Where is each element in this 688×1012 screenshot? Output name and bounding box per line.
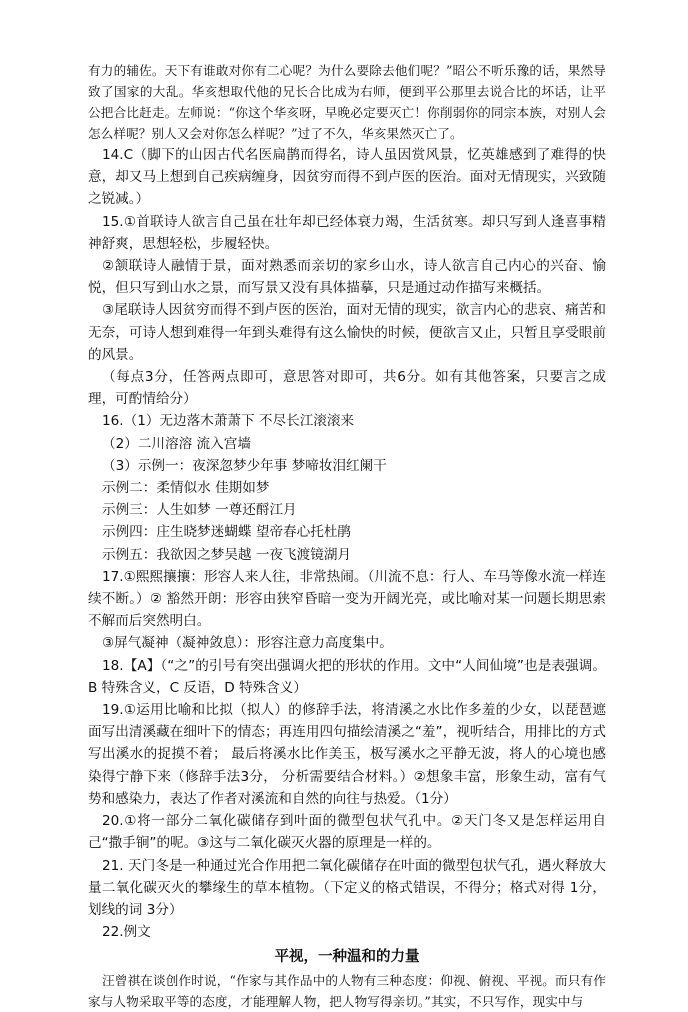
answer-17-point-3: ③屏气凝神（凝神敛息）：形容注意力高度集中。 bbox=[102, 635, 393, 652]
answer-18: 18.【A】（“之”的引号有突出强调火把的形状的作用。文中“人间仙境”也是表强调。B 特殊含义，C 反语，D 特殊含义） bbox=[88, 657, 606, 696]
answer-15-scoring: （每点3分，任答两点即可，意思答对即可，共6分。如有其他答案，只要言之成理，可酌情给分） bbox=[88, 369, 606, 408]
answer-16-3: （3）示例一：夜深忽梦少年事 梦啼妆泪红阑干 bbox=[102, 457, 387, 474]
answer-19: 19.①运用比喻和比拟（拟人）的修辞手法，将清溪之水比作多羞的少女，以琵琶遮面写出清溪藏在细叶下的情态；再连用四句描绘清溪之“羞”，视听结合，用排比的方式写出溪水的捉摸不着； 最后将溪水比作美玉，极写溪水之平静无波，将人的心境也感染得宁静下来（修辞手法3分， 分析需要结合材料。）②想象丰富，形象生动，富有气势和感染力，表达了作者对溪流和自然的向往与热爱。（1分） bbox=[88, 702, 606, 807]
essay-body: 汪曾祺在谈创作时说，“作家与其作品中的人物有三种态度：仰视、俯视、平视。而只有作家与人物采取平等的态度，才能理解人物，把人物写得亲切。”其实，不只写作，现实中与 bbox=[88, 973, 606, 1010]
answer-16-2: （2）二川溶溶 流入宫墙 bbox=[102, 435, 251, 452]
answer-16-example-2: 示例二：柔情似水 佳期如梦 bbox=[102, 480, 270, 497]
answer-22-label: 22.例文 bbox=[102, 924, 151, 941]
answer-15-point-1: 15.①首联诗人欲言自己虽在壮年却已经体衰力竭，生活贫寒。却只写到人逢喜事精神舒爽，思想轻松，步履轻快。 bbox=[88, 213, 606, 252]
translation-paragraph: 有力的辅佐。天下有谁敢对你有二心呢？为什么要除去他们呢？”昭公不听乐豫的话，果然导致了国家的大乱。华亥想取代他的兄长合比成为右师，便到平公那里去说合比的坏话，让平公把合比赶走。左师说：“你这个华亥呀，早晚必定要灭亡！你削弱你的同宗本族，对别人会怎么样呢？别人又会对你怎么样呢？”过了不久，华亥果然灭亡了。 bbox=[88, 63, 606, 141]
answer-21: 21. 天门冬是一种通过光合作用把二氧化碳储存在叶面的微型包状气孔，遇火释放大量二氧化碳灭火的攀缘生的草本植物。（下定义的格式错误，不得分；格式对得 1分，划线的词 3分） bbox=[88, 857, 606, 918]
answer-17: 17.①熙熙攘攘：形容人来人往，非常热闹。（川流不息：行人、车马等像水流一样连续不断。）② 豁然开朗：形容由狭窄昏暗一变为开阔光亮，或比喻对某一问题长期思索不解而后突然明白。 bbox=[88, 568, 606, 630]
answer-15-point-3: ③尾联诗人因贫穷而得不到卢医的医治，面对无情的现实，欲言内心的悲哀、痛苦和无奈，可诗人想到难得一年到头难得有这么愉快的时候，便欲言又止，只暂且享受眼前的风景。 bbox=[88, 302, 606, 363]
answer-20: 20.①将一部分二氧化碳储存到叶面的微型包状气孔中。②天门冬又是怎样运用自己“撒手锏”的呢。③这与二氧化碳灭火器的原理是一样的。 bbox=[88, 813, 606, 852]
answer-16-1: 16.（1）无边落木萧萧下 不尽长江滚滚来 bbox=[102, 413, 355, 430]
answer-16-example-3: 示例三：人生如梦 一尊还酹江月 bbox=[102, 502, 297, 519]
answer-16-example-4: 示例四：庄生晓梦迷蝴蝶 望帝春心托杜鹃 bbox=[102, 524, 352, 541]
answer-14: 14.C（脚下的山因古代名医扁鹊而得名，诗人虽因赏风景，忆英雄感到了难得的快意，却又马上想到自己疾病缠身，因贫穷而得不到卢医的医治。面对无情现实，兴致随之锐减。） bbox=[88, 147, 606, 208]
essay-title: 平视，一种温和的力量 bbox=[274, 949, 420, 966]
document-page bbox=[88, 60, 606, 1012]
answer-16-example-5: 示例五：我欲因之梦吴越 一夜飞渡镜湖月 bbox=[102, 546, 352, 563]
answer-15-point-2: ②颔联诗人融情于景，面对熟悉而亲切的家乡山水，诗人欲言自己内心的兴奋、愉悦，但只写到山水之景，而写景又没有具体描摹，只是通过动作描写来概括。 bbox=[88, 258, 606, 297]
